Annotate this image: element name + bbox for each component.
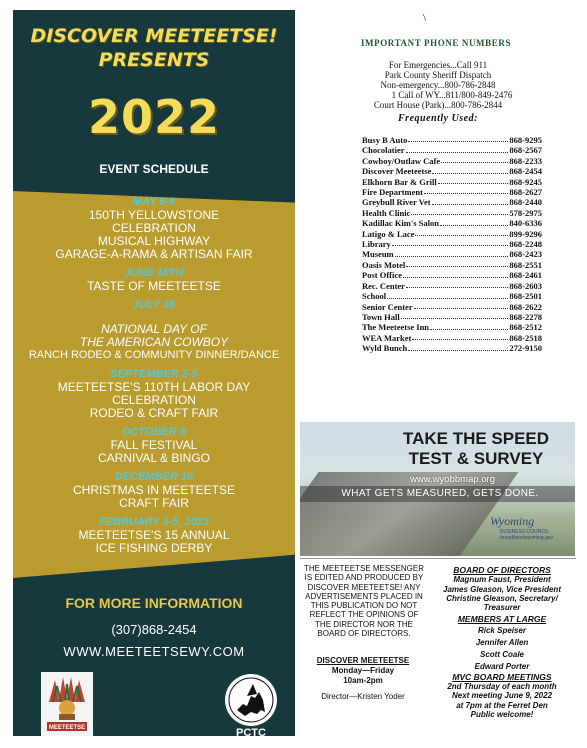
directory-number: 868-9295 [509, 135, 542, 145]
directory-number: 868-2622 [509, 301, 542, 312]
meeting-info: 2nd Thursday of each month [447, 682, 557, 692]
emergency-line: Park County Sheriff Dispatch [384, 70, 492, 80]
directory-number: 868-2551 [509, 259, 542, 270]
directory-name: Latigo & Lace [362, 228, 415, 239]
directory-number: 868-2454 [509, 166, 542, 177]
website-link[interactable]: WWW.MEETEETSEWY.COM [63, 644, 245, 659]
speed-test-ad[interactable] [300, 422, 575, 556]
directory-name: Health Clinic [362, 207, 411, 218]
directory-row [362, 343, 542, 353]
event-date: OCTOBER 8 [122, 426, 186, 438]
directory-name: Kadillac Kim's Salon [362, 218, 439, 229]
directory-row [362, 260, 542, 270]
directory-name: Rec. Center [362, 280, 405, 291]
member-entry: Rick Speiser [477, 625, 527, 635]
section-divider [300, 558, 576, 559]
emergency-line: 1 Call of WY...811/800-849-2476 [391, 90, 513, 100]
publication-notice: THE MEETEETSE MESSENGER IS EDITED AND PRODUCED BY DISCOVER MEETEETSE! ANY ADVERTISEMENTS PLACED IN THIS PUBLICATION DO NOT REFLECT THE OPINIONS OF THE DIRECTOR NOR THE BOARD OF DIRECTORS. [303, 564, 425, 639]
event-line: FALL FESTIVAL [110, 438, 198, 452]
leader-dots [401, 312, 509, 319]
event-date: MAY 6-8 [132, 196, 176, 208]
meeting-info: Public welcome! [470, 709, 534, 719]
event-line: CRAFT FAIR [119, 496, 189, 510]
directory-number: 868-2233 [509, 155, 542, 166]
leader-dots [432, 197, 509, 204]
poster-headline [13, 24, 295, 72]
event-item [13, 516, 295, 555]
directory-row [362, 239, 542, 249]
directory-name: Senior Center [362, 301, 413, 312]
director-entry: Magnum Faust, President [453, 575, 551, 585]
leader-dots [403, 270, 509, 277]
director-entry: Treasurer [483, 603, 521, 613]
directory-row [362, 145, 542, 155]
leader-dots [387, 291, 508, 298]
directory-row [362, 187, 542, 197]
directory-name: Wyld Bunch [362, 343, 408, 354]
directory-row [362, 229, 542, 239]
directory-row [362, 281, 542, 291]
event-item [13, 368, 295, 420]
directory-row [362, 249, 542, 259]
event-line: CELEBRATION [112, 221, 196, 235]
meeting-info: at 7pm at the Ferret Den [456, 700, 548, 710]
event-date: DECEMBER 10 [114, 471, 194, 483]
directory-row [362, 312, 542, 322]
more-info-heading: FOR MORE INFORMATION [65, 595, 243, 611]
phone-numbers-title: IMPORTANT PHONE NUMBERS [360, 38, 512, 48]
leader-dots [406, 260, 508, 267]
event-schedule-label: EVENT SCHEDULE [99, 162, 209, 176]
event-date: JULY 16 [132, 299, 176, 311]
meeteetse-headdress-logo [41, 672, 93, 736]
directory-number: 868-2461 [509, 270, 542, 281]
event-line: 150TH YELLOWSTONE [88, 208, 220, 222]
directory-number: 899-9296 [509, 228, 542, 239]
board-title: BOARD OF DIRECTORS [453, 565, 551, 575]
directory-number: 868-2440 [509, 197, 542, 208]
event-line: MEETEETSE'S 110TH LABOR DAY [57, 380, 251, 394]
directory-number: 578-2975 [509, 207, 542, 218]
leader-dots [395, 249, 509, 256]
member-entry: Edward Porter [474, 661, 530, 671]
directory-row [362, 322, 542, 332]
event-line: NATIONAL DAY OF [101, 322, 207, 336]
directory-number: 868-2627 [509, 187, 542, 198]
directory-row [362, 270, 542, 280]
ad-tagline: WHAT GETS MEASURED, GETS DONE. [341, 488, 539, 499]
emergency-line: For Emergencies...Call 911 [388, 60, 488, 70]
leader-dots [408, 343, 508, 350]
director-entry: James Gleason, Vice President [443, 584, 561, 594]
directory-name: The Meeteetse Inn [362, 322, 430, 333]
pctc-cowboy-logo [223, 670, 279, 739]
event-date: SEPTEMBER 2-5 [110, 368, 198, 380]
directory-row [362, 156, 542, 166]
leader-dots [392, 239, 509, 246]
member-entry: Scott Coale [479, 649, 524, 659]
director-name: Director—Kristen Yoder [321, 692, 405, 701]
director-entry: Christine Gleason, Secretary/ [446, 593, 558, 603]
board-of-directors [428, 566, 576, 719]
directory-row [362, 208, 542, 218]
directory-number: 868-2501 [509, 291, 542, 302]
event-item [13, 267, 295, 293]
stray-mark: \ [423, 12, 427, 24]
headline-line-1: DISCOVER MEETEETSE! [30, 25, 278, 47]
leader-dots [432, 166, 508, 173]
emergency-numbers [300, 60, 576, 110]
directory-number: 868-2512 [509, 322, 542, 333]
event-line: TASTE OF MEETEETSE [87, 279, 221, 293]
event-line: CHRISTMAS IN MEETEETSE [72, 483, 236, 497]
directory-row [362, 177, 542, 187]
logo-left-text: MEETEETSE [48, 725, 86, 731]
leader-dots [406, 145, 509, 152]
office-hours [302, 666, 424, 685]
directory-name: Cowboy/Outlaw Cafe [362, 155, 441, 166]
event-list [13, 196, 295, 561]
event-date: FEBRUARY 3-5, 2023 [98, 516, 210, 528]
member-entry: Jennifer Allen [475, 637, 529, 647]
directory-name: Town Hall [362, 311, 400, 322]
leader-dots [414, 302, 509, 309]
directory-name: Elkhorn Bar & Grill [362, 176, 437, 187]
leader-dots [411, 208, 508, 215]
directory-name: Greybull River Vet [362, 197, 431, 208]
directory-name: Discover Meeteetse [362, 166, 432, 177]
directory-number: 840-6336 [509, 218, 542, 229]
broadband-site: broadbandwyoming.gov [500, 535, 554, 541]
office-hours-days: Monday—Friday [331, 666, 395, 675]
directory-number: 868-2603 [509, 280, 542, 291]
members-title: MEMBERS AT LARGE [457, 614, 547, 625]
directory-name: School [362, 291, 387, 302]
event-date: JUNE 18TH [124, 267, 184, 279]
directory-number: 868-2248 [509, 239, 542, 250]
leader-dots [412, 333, 508, 340]
wyoming-brand: Wyoming [490, 514, 535, 528]
directory-number: 868-2278 [509, 311, 542, 322]
leader-dots [438, 177, 509, 184]
directory-number: 868-2567 [509, 145, 542, 156]
directory-name: Busy B Auto [362, 135, 408, 145]
leader-dots [415, 229, 508, 236]
meetings-title: MVC BOARD MEETINGS [452, 671, 552, 682]
event-poster [13, 10, 295, 739]
directory-row [362, 302, 542, 312]
ad-title-line-2: TEST & SURVEY [408, 449, 544, 468]
event-line: MEETEETSE'S 15 ANNUAL [78, 528, 230, 542]
phone-directory [362, 135, 542, 354]
directory-number: 272-9150 [509, 343, 542, 354]
event-line: MUSICAL HIGHWAY [97, 234, 211, 248]
directory-row [362, 197, 542, 207]
directory-name: WEA Market [362, 332, 412, 343]
event-line: ICE FISHING DERBY [95, 541, 213, 555]
directory-number: 868-2518 [509, 332, 542, 343]
business-council-label: BUSINESS COUNCIL [500, 529, 550, 535]
logo-right-text: PCTC [236, 727, 266, 739]
directory-row [362, 135, 542, 145]
event-line: RANCH RODEO & COMMUNITY DINNER/DANCE [28, 349, 280, 361]
directory-name: Oasis Motel [362, 259, 406, 270]
directory-number: 868-2423 [509, 249, 542, 260]
directory-name: Post Office [362, 270, 402, 281]
headline-line-2: PRESENTS [98, 49, 210, 71]
poster-year: 2022 [87, 90, 221, 144]
event-item [13, 299, 295, 362]
frequently-used-title: Frequently Used: [398, 113, 478, 124]
emergency-line: Non-emergency...800-786-2848 [380, 80, 496, 90]
meeting-info: Next meeting June 9, 2022 [451, 691, 553, 701]
event-line: CARNIVAL & BINGO [97, 451, 211, 465]
directory-row [362, 166, 542, 176]
event-item [13, 196, 295, 261]
event-line: CELEBRATION [112, 393, 196, 407]
event-line: THE AMERICAN COWBOY [79, 335, 229, 349]
event-item [13, 426, 295, 465]
leader-dots [408, 135, 508, 142]
leader-dots [441, 156, 508, 163]
event-line: RODEO & CRAFT FAIR [89, 406, 219, 420]
emergency-line: Court House (Park)...800-786-2844 [373, 100, 503, 110]
leader-dots [424, 187, 508, 194]
leader-dots [430, 322, 508, 329]
ad-url[interactable]: www.wyobbmap.org [410, 474, 496, 485]
directory-row [362, 291, 542, 301]
event-line: GARAGE-A-RAMA & ARTISAN FAIR [55, 247, 253, 261]
ad-title-line-1: TAKE THE SPEED [402, 429, 550, 448]
office-hours-time: 10am-2pm [343, 675, 383, 685]
leader-dots [440, 218, 508, 225]
leader-dots [406, 281, 508, 288]
office-title: DISCOVER MEETEETSE [316, 656, 410, 665]
directory-number: 868-9245 [509, 176, 542, 187]
contact-phone: (307)868-2454 [111, 622, 197, 637]
directory-name: Fire Department [362, 187, 423, 198]
directory-row [362, 333, 542, 343]
event-item [13, 471, 295, 510]
directory-name: Library [362, 239, 391, 250]
directory-name: Chocolatier [362, 145, 405, 156]
directory-name: Museum [362, 249, 394, 260]
directory-row [362, 218, 542, 228]
